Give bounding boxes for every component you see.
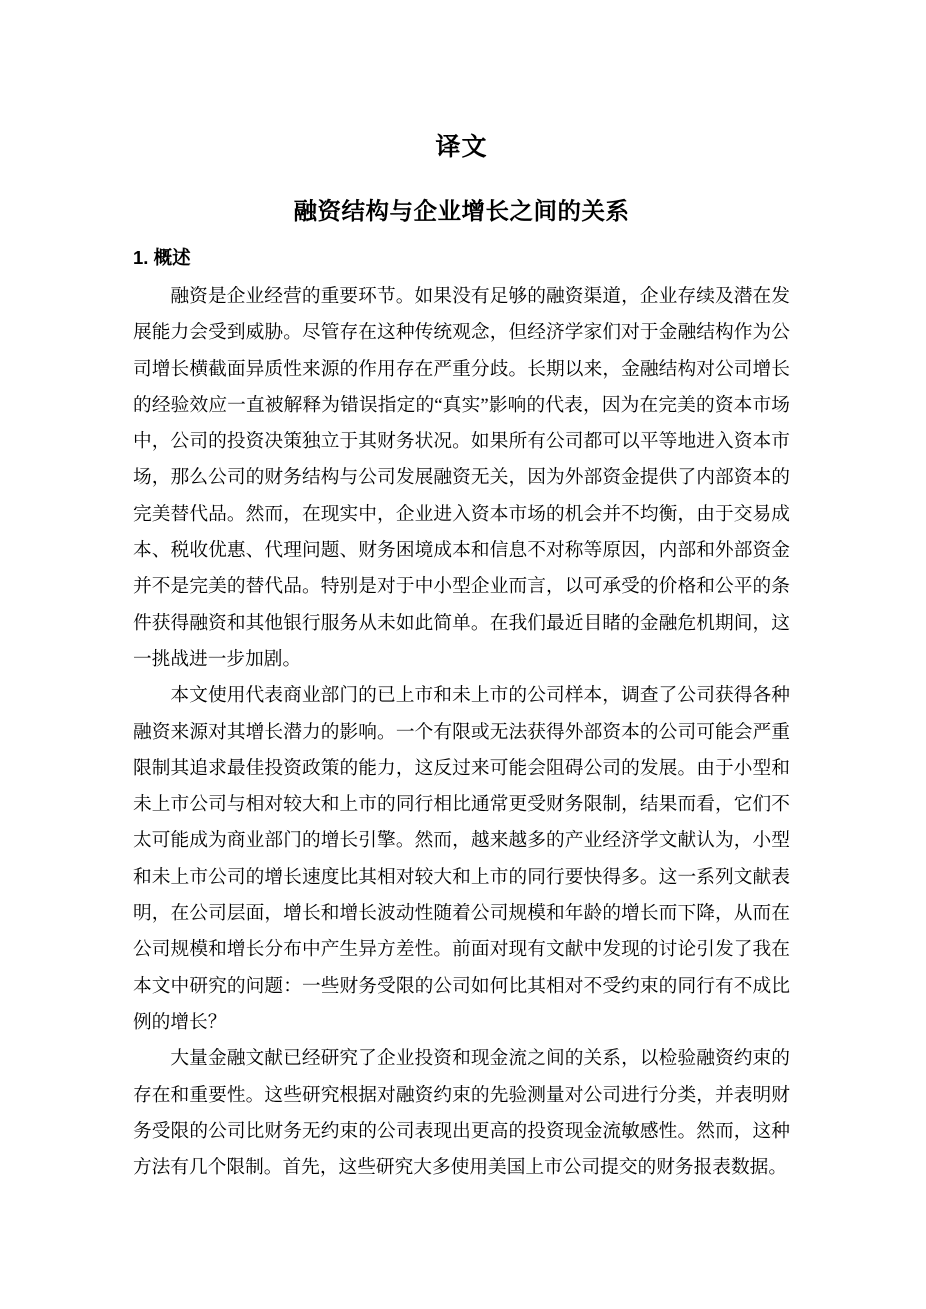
body-paragraph-2: 本文使用代表商业部门的已上市和未上市的公司样本，调查了公司获得各种融资来源对其增长潜力的影响。一个有限或无法获得外部资本的公司可能会严重限制其追求最佳投资政策的能力，这反过来可能会阻碍公司的发展。由于小型和未上市公司与相对较大和上市的同行相比通常更受财务限制，结果而看，它们不太可能成为商业部门的增长引擎。然而，越来越多的产业经济学文献认为，小型和未上市公司的增长速度比其相对较大和上市的同行要快得多。这一系列文献表明，在公司层面，增长和增长波动性随着公司规模和年龄的增长而下降，从而在公司规模和增长分布中产生异方差性。前面对现有文献中发现的讨论引发了我在本文中研究的问题：一些财务受限的公司如何比其相对不受约束的同行有不成比例的增长？ [133, 685, 790, 1033]
section-heading-overview: 1. 概述 [133, 247, 191, 268]
body-paragraph-1: 融资是企业经营的重要环节。如果没有足够的融资渠道，企业存续及潜在发展能力会受到威胁。尽管存在这种传统观念，但经济学家们对于金融结构作为公司增长横截面异质性来源的作用存在严重分歧。长期以来，金融结构对公司增长的经验效应一直被解释为错误指定的“真实”影响的代表，因为在完美的资本市场中，公司的投资决策独立于其财务状况。如果所有公司都可以平等地进入资本市场，那么公司的财务结构与公司发展融资无关，因为外部资金提供了内部资本的完美替代品。然而，在现实中，企业进入资本市场的机会并不均衡，由于交易成本、税收优惠、代理问题、财务困境成本和信息不对称等原因，内部和外部资金并不是完美的替代品。特别是对于中小型企业而言，以可承受的价格和公平的条件获得融资和其他银行服务从未如此简单。在我们最近目睹的金融危机期间，这一挑战进一步加剧。 [133, 286, 790, 670]
document-subtitle: 融资结构与企业增长之间的关系 [293, 198, 630, 224]
document-body [133, 279, 790, 1186]
body-paragraph-3: 大量金融文献已经研究了企业投资和现金流之间的关系，以检验融资约束的存在和重要性。这些研究根据对融资约束的先验测量对公司进行分类，并表明财务受限的公司比财务无约束的公司表现出更高的投资现金流敏感性。然而，这种方法有几个限制。首先，这些研究大多使用美国上市公司提交的财务报表数据。 [133, 1048, 790, 1179]
document-title: 译文 [435, 133, 488, 161]
